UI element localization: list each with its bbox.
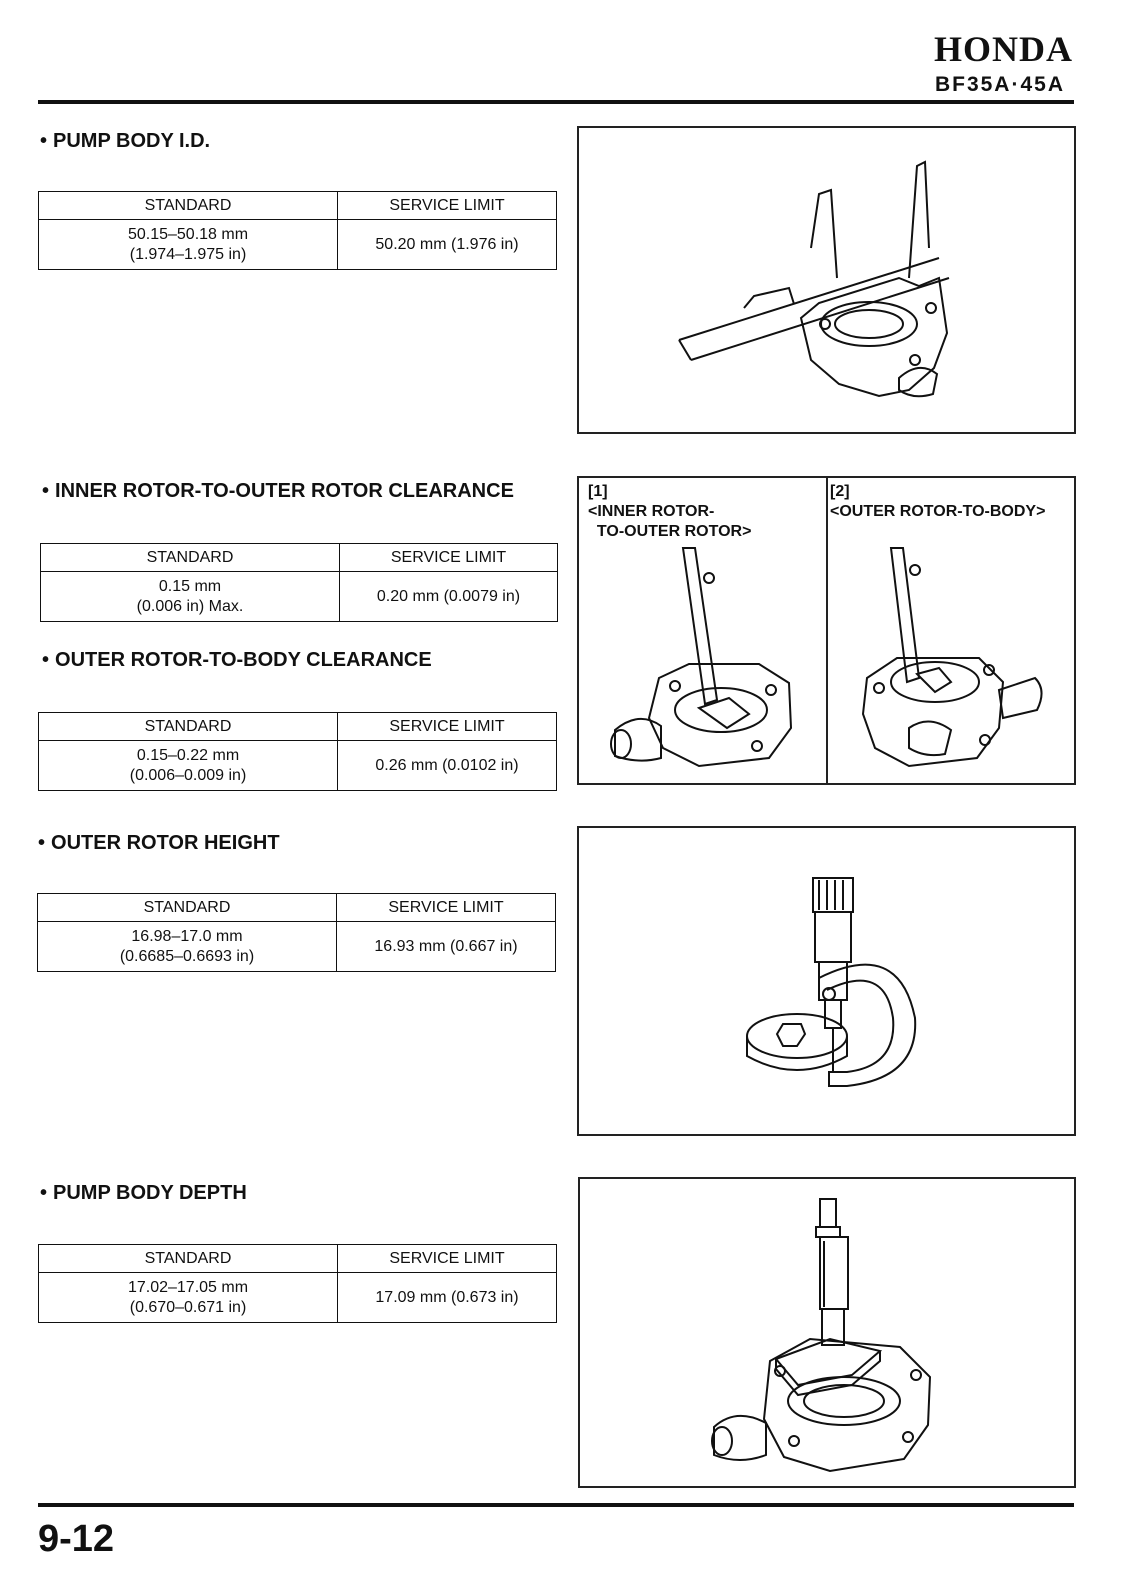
spec-table-pump-body-id bbox=[38, 191, 557, 270]
figure-micrometer-outer-rotor bbox=[577, 826, 1076, 1136]
section-title: PUMP BODY I.D. bbox=[53, 130, 211, 152]
standard-line-1: 17.02–17.05 mm bbox=[127, 1278, 249, 1296]
depth-micrometer-illustration bbox=[580, 1179, 1074, 1486]
section-heading-pump-body-depth bbox=[40, 1182, 247, 1205]
limit-value: 50.20 mm (1.976 in) bbox=[338, 220, 557, 270]
bullet: • bbox=[40, 130, 48, 152]
section-title: INNER ROTOR-TO-OUTER ROTOR CLEARANCE bbox=[55, 480, 514, 502]
spec-table-outer-rotor-body-clearance bbox=[38, 712, 557, 791]
spec-table-inner-rotor-clearance bbox=[40, 543, 558, 622]
section-heading-pump-body-id bbox=[40, 130, 210, 153]
standard-value bbox=[39, 1273, 338, 1323]
standard-line-2: (0.6685–0.6693 in) bbox=[119, 947, 255, 965]
standard-value bbox=[39, 741, 338, 791]
feeler-gauge-illustration bbox=[579, 478, 1074, 783]
model-label: BF35A·45A bbox=[934, 73, 1065, 96]
figure-caption: <OUTER ROTOR-TO-BODY> bbox=[830, 503, 1046, 520]
spec-table-outer-rotor-height bbox=[37, 893, 556, 972]
standard-line-1: 0.15 mm bbox=[158, 577, 222, 595]
limit-value: 17.09 mm (0.673 in) bbox=[338, 1273, 557, 1323]
footer-rule bbox=[38, 1503, 1074, 1507]
limit-header: SERVICE LIMIT bbox=[338, 192, 557, 220]
standard-line-2: (0.670–0.671 in) bbox=[129, 1298, 247, 1316]
limit-value: 0.26 mm (0.0102 in) bbox=[338, 741, 557, 791]
caliper-illustration bbox=[579, 128, 1074, 432]
spec-table-pump-body-depth bbox=[38, 1244, 557, 1323]
section-title: OUTER ROTOR HEIGHT bbox=[51, 832, 280, 854]
standard-value bbox=[41, 572, 340, 622]
standard-header: STANDARD bbox=[39, 1245, 338, 1273]
figure-feeler-gauge-clearance bbox=[577, 476, 1076, 785]
limit-value: 16.93 mm (0.667 in) bbox=[337, 922, 556, 972]
standard-line-2: (0.006–0.009 in) bbox=[129, 766, 247, 784]
limit-header: SERVICE LIMIT bbox=[338, 713, 557, 741]
standard-line-1: 16.98–17.0 mm bbox=[131, 927, 243, 945]
standard-line-2: (1.974–1.975 in) bbox=[129, 245, 247, 263]
standard-line-1: 50.15–50.18 mm bbox=[127, 225, 249, 243]
section-heading-outer-rotor-body-clearance bbox=[42, 649, 432, 672]
section-heading-inner-rotor-clearance bbox=[42, 480, 514, 503]
standard-value bbox=[38, 922, 337, 972]
section-title: PUMP BODY DEPTH bbox=[53, 1182, 247, 1204]
limit-header: SERVICE LIMIT bbox=[340, 544, 558, 572]
standard-value bbox=[39, 220, 338, 270]
standard-header: STANDARD bbox=[39, 192, 338, 220]
bullet: • bbox=[40, 1182, 48, 1204]
limit-header: SERVICE LIMIT bbox=[338, 1245, 557, 1273]
standard-header: STANDARD bbox=[39, 713, 338, 741]
section-heading-outer-rotor-height bbox=[38, 832, 280, 855]
standard-header: STANDARD bbox=[41, 544, 340, 572]
header-rule bbox=[38, 100, 1074, 104]
figure-caliper-pump-body bbox=[577, 126, 1076, 434]
section-title: OUTER ROTOR-TO-BODY CLEARANCE bbox=[55, 649, 432, 671]
micrometer-illustration bbox=[579, 828, 1074, 1134]
limit-value: 0.20 mm (0.0079 in) bbox=[340, 572, 558, 622]
standard-header: STANDARD bbox=[38, 894, 337, 922]
figure-index: [1] bbox=[588, 483, 608, 500]
bullet: • bbox=[42, 480, 50, 502]
figure-depth-micrometer-pump-body bbox=[578, 1177, 1076, 1488]
bullet: • bbox=[42, 649, 50, 671]
standard-line-1: 0.15–0.22 mm bbox=[136, 746, 240, 764]
bullet: • bbox=[38, 832, 46, 854]
brand-logo: HONDA bbox=[934, 29, 1073, 69]
figure-caption: <INNER ROTOR- TO-OUTER ROTOR> bbox=[588, 503, 752, 540]
standard-line-2: (0.006 in) Max. bbox=[136, 597, 244, 615]
figure-index: [2] bbox=[830, 483, 850, 500]
limit-header: SERVICE LIMIT bbox=[337, 894, 556, 922]
page-number: 9-12 bbox=[38, 1518, 115, 1560]
